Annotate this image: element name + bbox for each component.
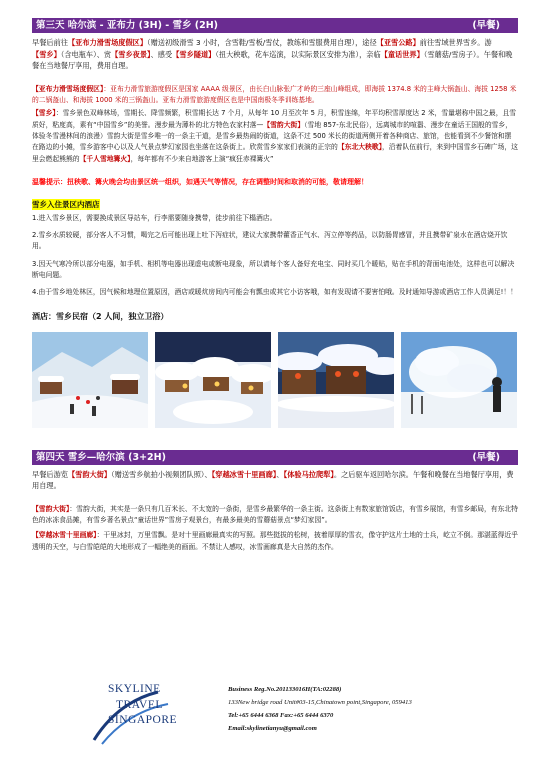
place-yabuli: 【亚布力滑雪场度假区】	[67, 38, 148, 47]
day3-header	[32, 18, 518, 33]
company-tel: Tel:+65 6444 6368 Fax:+65 6444 6370	[228, 712, 334, 719]
day3-desc-yabuli: 【亚布力滑雪场度假区】：亚布力滑雪旅游度假区是国家 AAAA 级景区，由长白山脉张广才岭的三座山峰组成，即海拔 1374.8 米的主峰大锅盔山、海拔 1258 米的二锅盔山、和海拔 1000 米的三锅盔山。亚布力滑雪旅游度假区也是中国南极冬季训练基地。	[32, 84, 517, 105]
tip-item: 2.雪乡水质较硬，部分客人不习惯，喝完之后可能出现上吐下泻症状，建议大家携带藿香正气水、泻立停等药品，以防肠胃感冒，并且携带矿泉水在酒店烧开饮用。	[32, 231, 508, 251]
snow-village-night-photo	[32, 332, 148, 428]
company-logo	[88, 682, 218, 750]
company-info	[228, 683, 412, 735]
snow-street-photo	[278, 332, 394, 428]
itinerary-page	[32, 18, 518, 553]
day4-desc-gallery: 【穿越冰雪十里画廊】：干里冰封，万里雪飘。是对十里画廊最真实的写照。那些挺拔的松树，披着厚厚的雪衣，像守护这片土地的士兵，屹立不倒。那湛蓝得近乎透明的天空，与白雪皑皑的大地形成了一幅绝美的画面。不禁让人感叹，冰雪画廊真是大自然的杰作。	[32, 531, 518, 551]
day3-intro: 早餐后前往【亚布力滑雪场度假区】（赠送初级滑雪 3 小时，含雪鞋/雪板/雪仗，教练和雪服费用自理），途径【亚雪公路】前往雪域世界雪乡。游【雪乡】（含电瓶车）、赏【雪乡夜景】、感受【雪乡隧道】（扭大秧歌，花车巡演，以实际景区安排为准），亲临【童话世界】（雪蘑菇/雪房子）。午餐和晚餐在当地餐厅享用，费用自理。	[32, 38, 513, 71]
warm-notice: 温馨提示：扭秧歌、篝火晚会均由景区统一组织，如遇天气等情况，存在调整时间和取消的可能，敬请理解！	[32, 177, 368, 186]
day4-intro: 早餐后游览【雪韵大街】（赠送雪乡航拍小视频团队照）、【穿越冰雪十里画廊】、【体验马拉爬犁】。之后驱车返回哈尔滨。午餐和晚餐在当地餐厅享用，费用自理。	[32, 469, 514, 491]
day3-desc-snow-town: 【雪乡】：雪乡景色双峰林场，雪期长、降雪频繁，积雪期长达 7 个月，从每年 10 月至次年 5 月，积雪连绵，年平均积雪厚度达 2 米，雪量堪称中国之最，且雪质好，粘度高，素有“中国雪乡”的美誉。漫步最为薄朴的北方特色农家村落—【雪韵大街】（雪地 857-东北民俗），远离城市的喧嚣、漫步在童话王国般的雪乡，体验冬雪漫林间的浪漫）雪韵大街是雪乡唯一的一条主干道，是雪乡最热闹的街道，这条不过 500 米长的街道两侧开着各种商店、旅馆，也能看到不少餐馆和摆在路边的小摊，雪乡游客中心以及人气景点梦幻家园也坐落在这条街上。欣赏雪乡家家们表演的正宗的【东北大秧歌】，沿着队伍前行，来到中国雪乡石碑广场，这里会燃起熊熊的【千人雪地篝火】，每年都有不少来自地游客上演“疯狂赤裸篝火”	[32, 109, 518, 163]
place-night-view: 【雪乡夜景】	[111, 49, 151, 59]
tip-item: 3.因天气寒冷所以部分电器，如手机、相机等电器出现虚电或断电现象，所以请每个客人备好充电宝、同时买几个暖贴，贴在手机的背面电池处，这样也可以解决断电问题。	[32, 259, 515, 280]
company-email: Email:skylinetianyu@gmail.com	[228, 725, 317, 732]
day3-meal: (早餐)	[472, 20, 500, 31]
day3-title: 第三天 哈尔滨 - 亚布力 (3H) - 雪乡 (2H)	[36, 20, 219, 31]
day4-meal: (早餐)	[472, 451, 500, 463]
logo-text: SKYLINE TRAVEL SINGAPORE	[108, 683, 178, 726]
place-fairy-world: 【童话世界】	[380, 49, 424, 59]
place-yaxue-road: 【亚雪公路】	[376, 38, 420, 47]
company-footer	[88, 679, 508, 751]
tips-list	[32, 213, 518, 299]
hotel-info: 酒店：雪乡民宿（2 人间，独立卫浴）	[32, 311, 169, 321]
snow-mushroom-roofs-photo	[155, 332, 271, 428]
day4-header	[32, 450, 518, 465]
day4-title: 第四天 雪乡—哈尔滨 (3+2H)	[36, 451, 166, 463]
company-address: 133New bridge road Unit#03-15,Chinatown point,Singapore, 059413	[228, 699, 412, 706]
business-reg: Business Reg.No.201133016H(TA:02288)	[228, 686, 342, 693]
day4-desc-street: 【雪韵大街】：雪韵大街，其实是一条只有几百米长、不太宽的一条街，是雪乡最繁华的一条主街。这条街上有数家旅馆饭店，有雪乡展馆，有雪乡邮局，有东北特色的冰冻食品摊，有雪乡著名景点“童话世界”雪房子观景台，有最多最美的雪蘑菇景点“梦幻家园”。	[32, 504, 518, 525]
photo-strip	[32, 332, 518, 428]
tips-title: 雪乡入住景区内酒店	[32, 199, 100, 209]
place-snow-town: 【雪乡】	[32, 49, 61, 59]
tip-item: 4.由于雪乡地处林区，因气候和地理位置原因，酒店或暖炕房间内可能会有瓢虫或其它小访客哦，如有发现请不要害怕哦。及时通知导游或酒店工作人员满足!！！	[32, 288, 517, 297]
boiling-water-freeze-photo	[401, 332, 517, 428]
place-tunnel: 【雪乡隧道】	[172, 49, 216, 59]
tip-item: 1.进入雪乡景区，需要换成景区导站车，行李需要随身携带，徒步前往下榻酒店。	[32, 213, 277, 222]
